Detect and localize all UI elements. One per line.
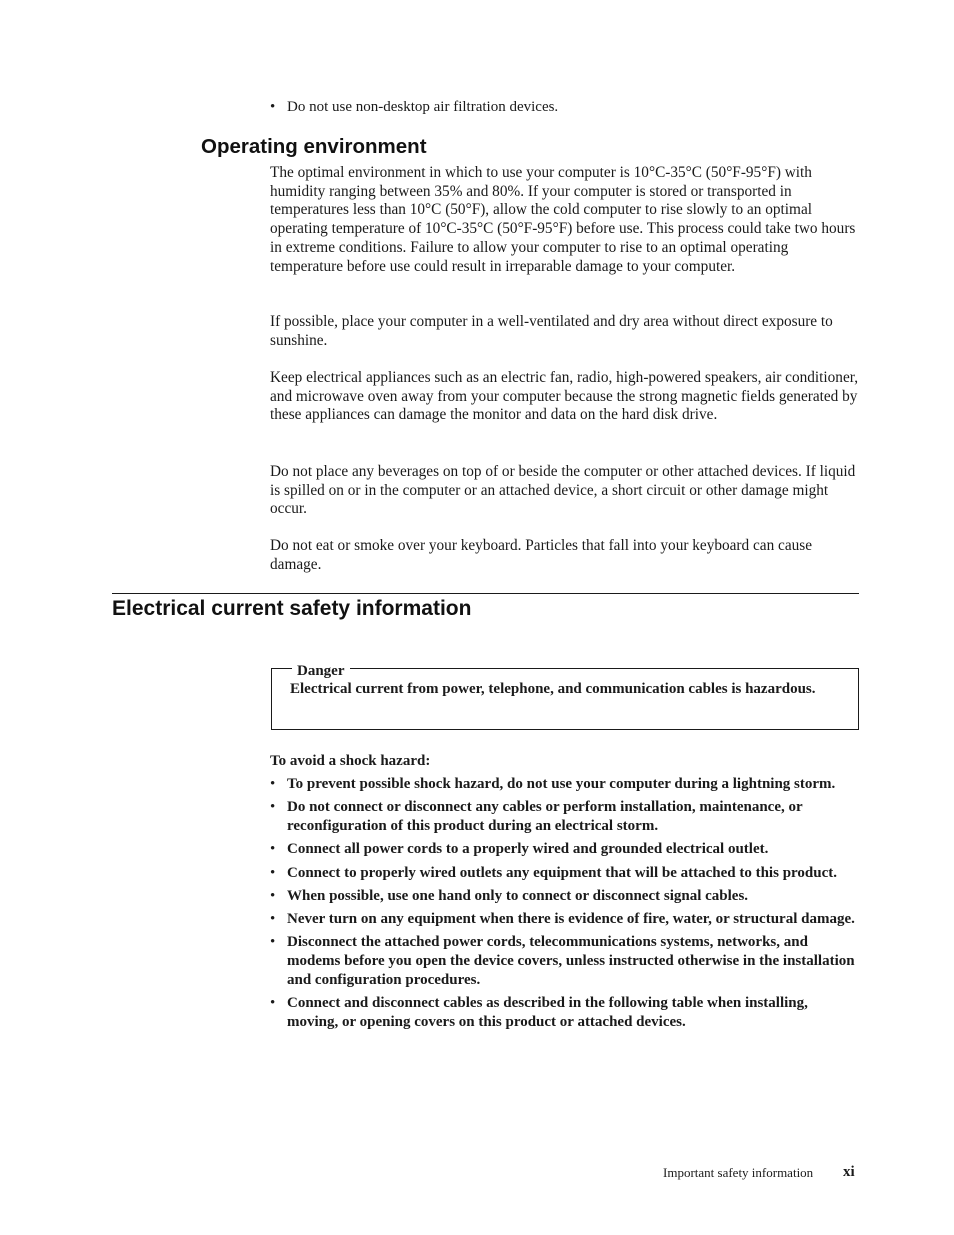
bullet-text: Do not use non-desktop air filtration devices. bbox=[287, 99, 559, 115]
paragraph-keyboard: Do not eat or smoke over your keyboard. Particles that fall into your keyboard can cause damage. bbox=[270, 537, 813, 573]
bullet-marker: • bbox=[270, 934, 276, 951]
list-item-text: When possible, use one hand only to connect or disconnect signal cables. bbox=[287, 887, 749, 904]
list-item-text: Connect all power cords to a properly wired and grounded electrical outlet. bbox=[287, 841, 769, 858]
list-item-text: Do not connect or disconnect any cables or perform installation, maintenance, or reconfiguration of this product during an electrical storm. bbox=[287, 799, 803, 834]
shock-hazard-title: To avoid a shock hazard: bbox=[270, 753, 431, 769]
list-item-text: Connect and disconnect cables as described in the following table when installing, moving, or opening covers on this product or attached devices. bbox=[287, 995, 808, 1030]
bullet-marker: • bbox=[270, 776, 276, 792]
paragraph-ventilation: If possible, place your computer in a well-ventilated and dry area without direct exposure to sunshine. bbox=[270, 313, 833, 349]
list-item bbox=[270, 994, 860, 1031]
list-item-text: To prevent possible shock hazard, do not use your computer during a lightning storm. bbox=[287, 776, 836, 792]
list-item-text: Never turn on any equipment when there is evidence of fire, water, or structural damage. bbox=[287, 911, 855, 928]
paragraph-beverages: Do not place any beverages on top of or beside the computer or other attached devices. If liquid is spilled on or in the computer or an attached device, a short circuit or other damage might occur. bbox=[270, 463, 856, 518]
list-item bbox=[270, 910, 860, 929]
bullet-marker: • bbox=[270, 911, 276, 928]
list-item bbox=[270, 864, 860, 883]
list-item-text: Disconnect the attached power cords, telecommunications systems, networks, and modems before you open the device covers, unless instructed otherwise in the installation and configuration procedures. bbox=[287, 934, 855, 988]
footer-section-title: Important safety information bbox=[663, 1165, 814, 1180]
bullet-marker: • bbox=[270, 864, 276, 881]
danger-notice-box bbox=[271, 668, 859, 730]
shock-hazard-list bbox=[270, 775, 860, 1036]
paragraph-magnetic-fields: Keep electrical appliances such as an electric fan, radio, high-powered speakers, air conditioner, and microwave oven away from your computer because the strong magnetic fields generated by these appliances can damage the monitor and data on the hard disk drive. bbox=[270, 369, 859, 424]
bullet-item bbox=[270, 98, 858, 117]
list-item bbox=[270, 775, 860, 794]
list-item bbox=[270, 840, 860, 859]
list-item bbox=[270, 798, 860, 835]
section-heading-electrical-safety: Electrical current safety information bbox=[112, 597, 472, 620]
danger-text: Electrical current from power, telephone, and communication cables is hazardous. bbox=[290, 681, 816, 697]
list-item-text: Connect to properly wired outlets any equipment that will be attached to this product. bbox=[287, 864, 838, 881]
danger-label: Danger bbox=[292, 661, 350, 681]
section-divider bbox=[112, 593, 859, 594]
bullet-marker: • bbox=[270, 887, 276, 904]
bullet-marker: • bbox=[270, 841, 276, 858]
section-heading-operating-environment: Operating environment bbox=[201, 135, 427, 158]
list-item bbox=[270, 887, 860, 906]
list-item bbox=[270, 933, 860, 989]
bullet-marker: • bbox=[270, 995, 276, 1012]
bullet-marker: • bbox=[270, 799, 276, 816]
page-number: xi bbox=[843, 1164, 855, 1180]
bullet-marker: • bbox=[270, 99, 276, 115]
paragraph-optimal-environment: The optimal environment in which to use your computer is 10°C-35°C (50°F-95°F) with humidity ranging between 35% and 80%. If your computer is stored or transported in temperatures less than 10°C (50°F), allow the cold computer to rise slowly to an optimal operating temperature of 10°C-35°C (50°F-95°F) before use. This process could take two hours in extreme conditions. Failure to allow your computer to rise to an optimal operating temperature before use could result in irreparable damage to your computer. bbox=[270, 164, 856, 275]
